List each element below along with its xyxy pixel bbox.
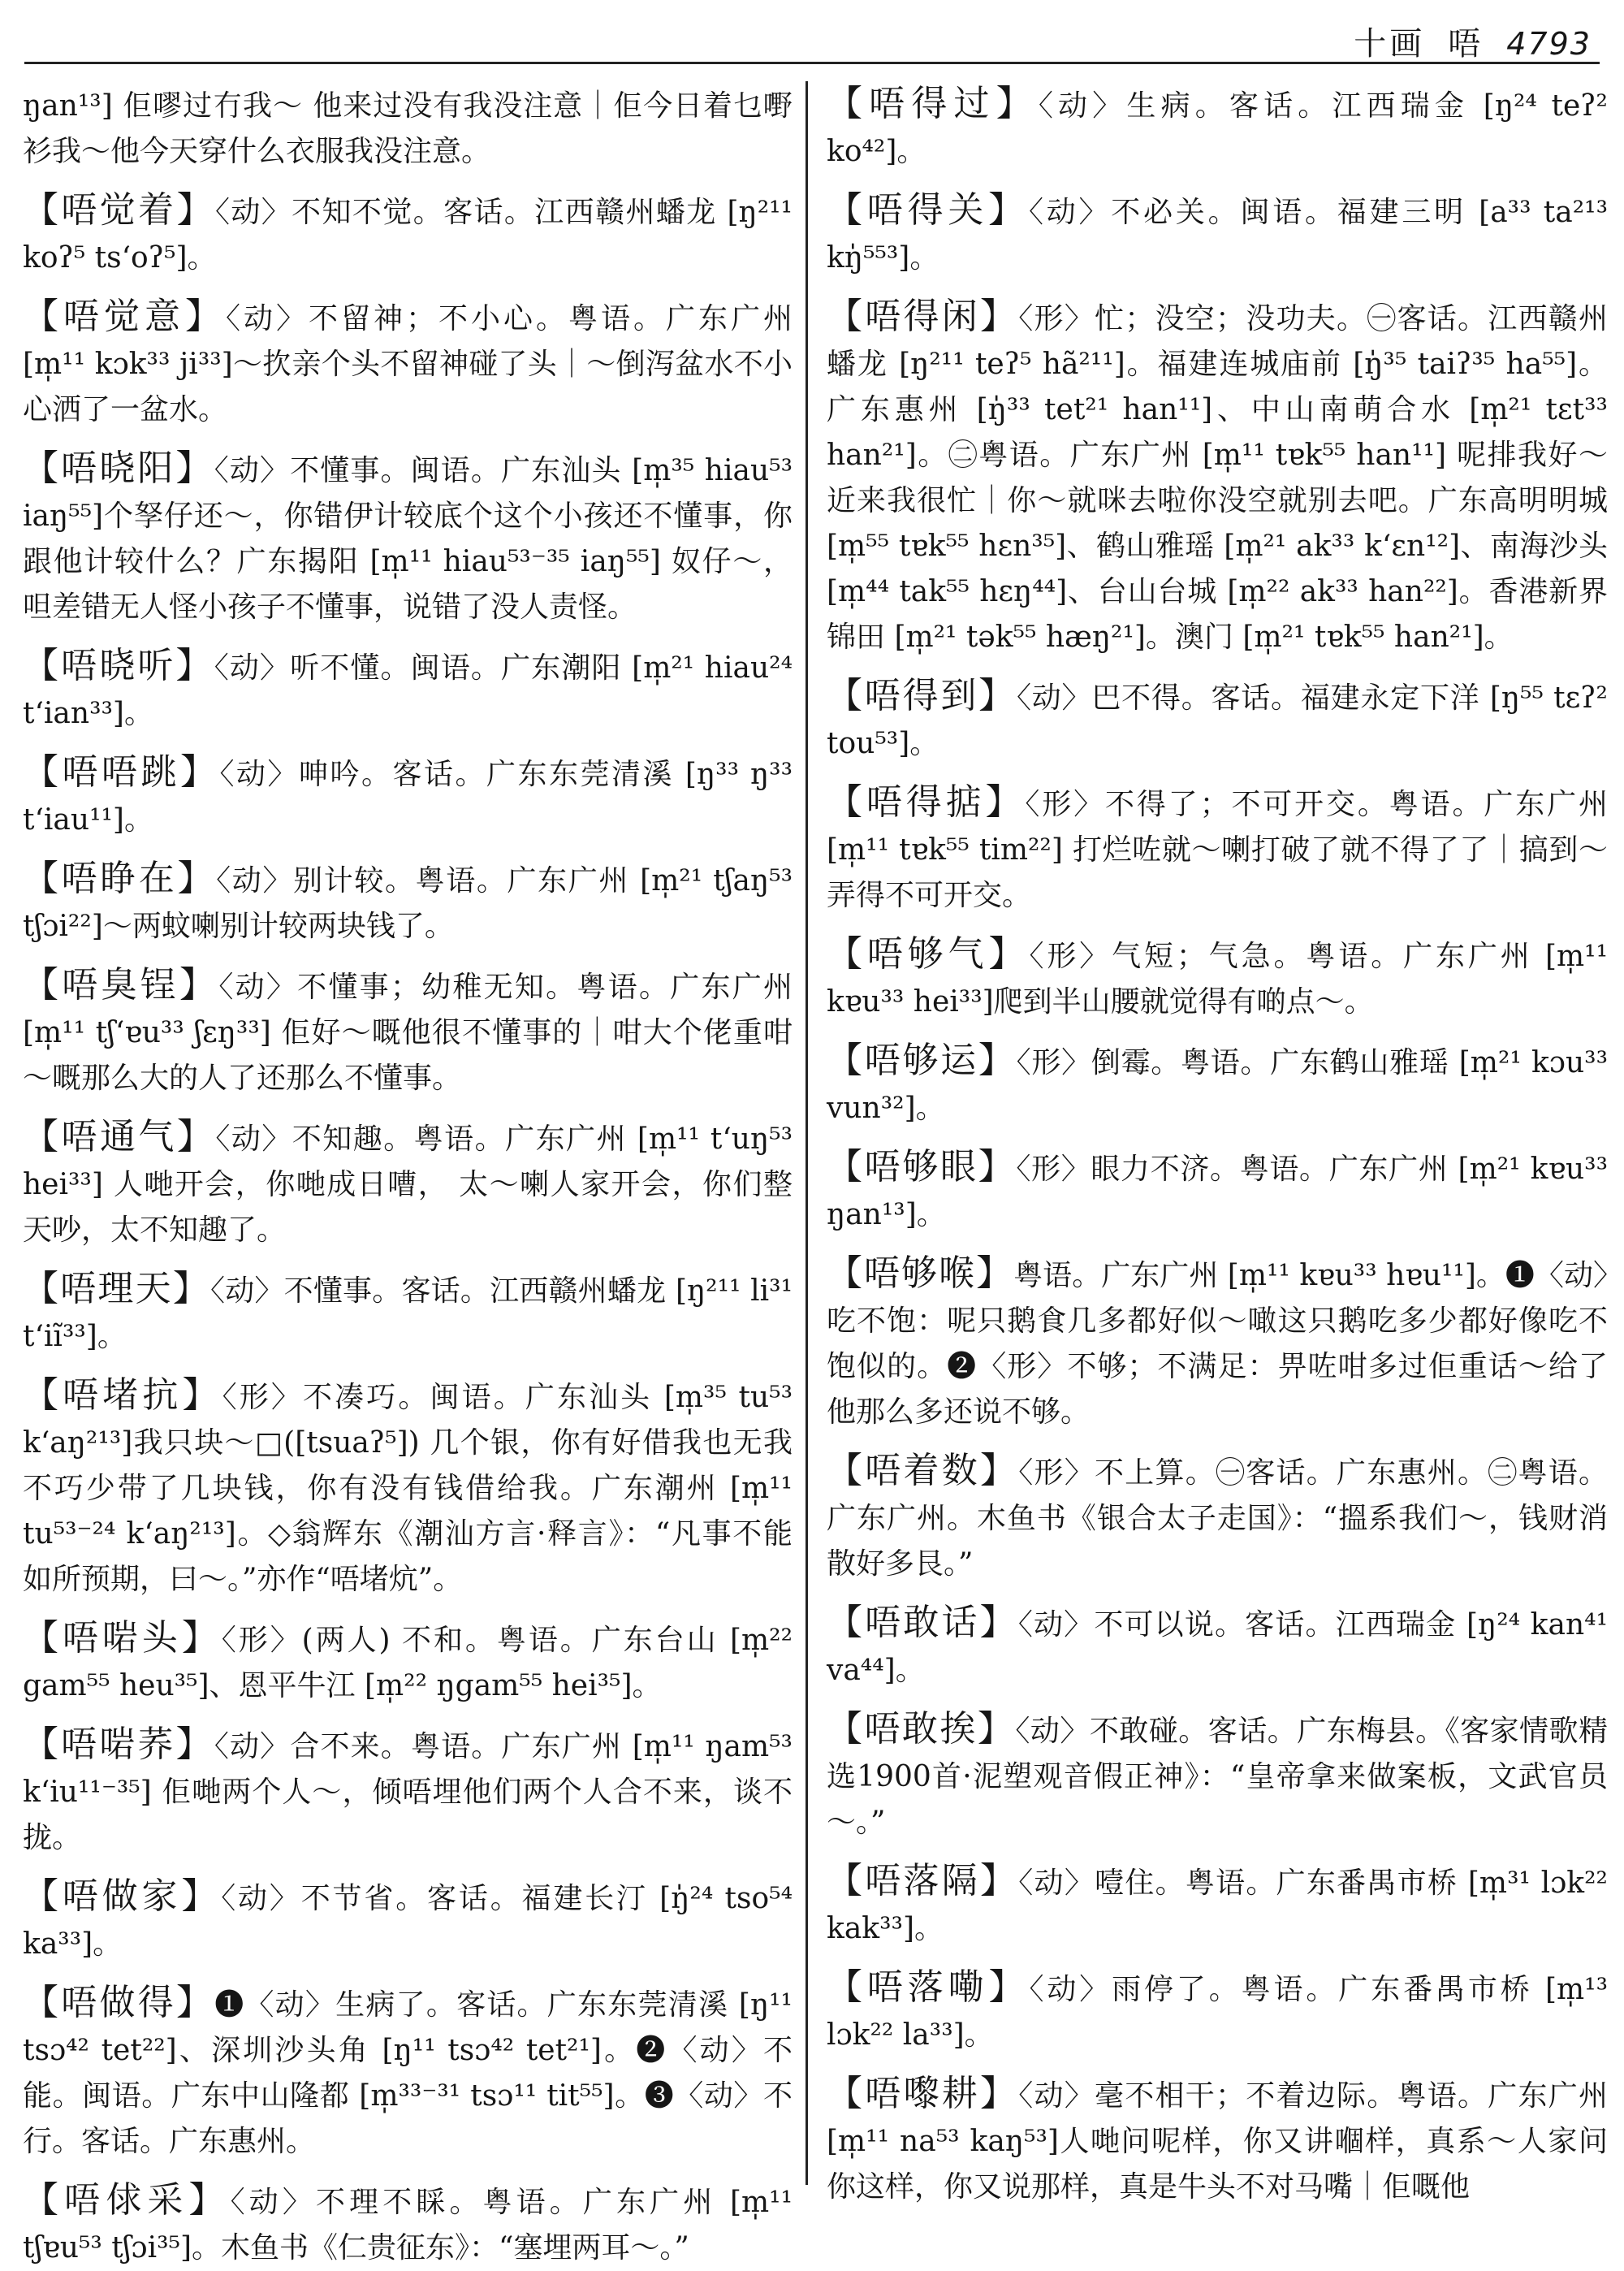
dictionary-entry	[827, 673, 1608, 767]
dictionary-entry	[23, 1114, 793, 1253]
dictionary-entry	[827, 780, 1608, 919]
entry-headword: 【唔得掂】	[827, 781, 1026, 823]
dictionary-entry	[23, 1980, 793, 2165]
entry-headword: 【唔得闲】	[827, 296, 1019, 337]
entry-headword: 【唔够运】	[827, 1040, 1017, 1081]
header-rule	[24, 62, 1600, 64]
dictionary-entry	[827, 1144, 1608, 1238]
dictionary-entry	[23, 962, 793, 1101]
dictionary-entry	[827, 81, 1608, 175]
entry-body: 〈动〉不节省。客话。福建长汀 [ŋ̍²⁴ tso⁵⁴ ka³³]。	[23, 1882, 793, 1961]
entry-body: 〈动〉噎住。粤语。广东番禺市桥 [m̩³¹ lɔk²² kak³³]。	[827, 1867, 1608, 1945]
entry-body: 〈动〉不知趣。粤语。广东广州 [m̩¹¹ tʻuŋ⁵³ hei³³] 人哋开会，你哋成日嘈， 太～喇人家开会，你们整天吵，太不知趣了。	[23, 1123, 793, 1247]
head-char: 唔	[1448, 25, 1484, 63]
entry-body: 〈形〉忙；没空；没功夫。㊀客话。江西赣州蟠龙 [ŋ²¹¹ teʔ⁵ hã²¹¹]。福建连城庙前 [ŋ̍³⁵ taiʔ³⁵ ha⁵⁵]。广东惠州 [ŋ̍³³ tet²¹ han¹¹]、中山南萌合水 [m̩²¹ tɛt³³ han²¹]。㊁粤语。广东广州 [m̩¹¹ tɐk⁵⁵ han¹¹] 呢排我好～ 近来我很忙｜你～就咪去啦你没空就别去吧。广东高明明城 [m̩⁵⁵ tɐk⁵⁵ hɛn³⁵]、鹤山雅瑶 [m̩²¹ ak³³ kʻɛn¹²]、南海沙头 [m̩⁴⁴ tak⁵⁵ hɛŋ⁴⁴]、台山台城 [m̩²² ak³³ han²²]。香港新界锦田 [m̩²¹ tək⁵⁵ hæŋ²¹]。澳门 [m̩²¹ tɐk⁵⁵ han²¹]。	[827, 302, 1608, 654]
entry-body: 〈动〉别计较。粤语。广东广州 [m̩²¹ tʃaŋ⁵³ tʃɔi²²]～两蚊喇别计较两块钱了。	[23, 864, 793, 943]
dictionary-entry	[827, 1600, 1608, 1694]
entry-body: 〈动〉不留神；不小心。粤语。广东广州 [m̩¹¹ kɔk³³ ji³³]～扻亲个头不留神碰了头｜～倒泻盆水不小心洒了一盆水。	[23, 302, 793, 426]
dictionary-entry	[23, 1616, 793, 1709]
entry-body: ❶〈动〉生病了。客话。广东东莞清溪 [ŋ¹¹ tsɔ⁴² tet²²]、深圳沙头角 [ŋ¹¹ tsɔ⁴² tet²¹]。❷〈动〉不能。闽语。广东中山隆都 [m̩³³⁻³¹ tsɔ¹¹ tit⁵⁵]。❸〈动〉不行。客话。广东惠州。	[23, 1988, 793, 2158]
left-column	[23, 81, 793, 2265]
entry-body: 〈动〉合不来。粤语。广东广州 [m̩¹¹ ŋam⁵³ kʻiu¹¹⁻³⁵] 佢哋两个人～，倾唔埋他们两个人合不来，谈不拢。	[23, 1730, 793, 1854]
entry-headword: 【唔敢话】	[827, 1602, 1018, 1643]
entry-headword: 【唔俅采】	[23, 2179, 231, 2221]
entry-headword: 【唔做家】	[23, 1875, 222, 1917]
entry-headword: 【唔做得】	[23, 1982, 215, 2023]
entry-body: 〈动〉不懂事。客话。江西赣州蟠龙 [ŋ²¹¹ li³¹ tʻiĩ³³]。	[23, 1274, 793, 1353]
entry-headword: 【唔觉着】	[23, 189, 215, 231]
dictionary-entry	[23, 1266, 793, 1360]
entry-headword: 【唔够气】	[827, 933, 1030, 975]
entry-headword: 【唔得关】	[827, 189, 1029, 231]
dictionary-entry	[827, 1858, 1608, 1952]
dictionary-entry	[827, 294, 1608, 660]
entry-body: 〈形〉不得了；不可开交。粤语。广东广州 [m̩¹¹ tɐk⁵⁵ tim²²] 打烂咗就～喇打破了就不得了了｜搞到～弄得不可开交。	[827, 788, 1608, 912]
dictionary-entry	[827, 1038, 1608, 1131]
entry-headword: 【唔晓阳】	[23, 448, 214, 489]
dictionary-entry	[827, 1965, 1608, 2058]
dictionary-entry	[23, 856, 793, 949]
entry-body: 〈形〉倒霉。粤语。广东鹤山雅瑶 [m̩²¹ kɔu³³ vun³²]。	[827, 1046, 1609, 1125]
entry-body: 〈动〉不可以说。客话。江西瑞金 [ŋ²⁴ kan⁴¹ va⁴⁴]。	[827, 1608, 1609, 1687]
running-head	[1354, 18, 1592, 64]
entry-headword: 【唔得到】	[827, 675, 1017, 716]
entry-headword: 【唔通气】	[23, 1116, 216, 1157]
dictionary-entry	[23, 188, 793, 281]
dictionary-entry	[827, 932, 1608, 1025]
entry-headword: 【唔够喉】	[827, 1252, 1014, 1294]
entry-headword: 【唔堵抗】	[23, 1374, 222, 1416]
column-divider	[806, 81, 808, 2185]
entry-body: ŋan¹³] 佢嘐过冇我～ 他来过没有我没注意｜佢今日着乜嘢衫我～他今天穿什么衣服我没注意。	[23, 89, 793, 168]
entry-body: 〈动〉不懂事；幼稚无知。粤语。广东广州 [m̩¹¹ tʃʻɐu³³ ʃɛŋ³³] 佢好～嘅他很不懂事的｜咁大个佬重咁～嘅那么大的人了还那么不懂事。	[23, 971, 793, 1095]
dictionary-entry	[23, 294, 793, 433]
entry-body: 〈动〉呻吟。客话。广东东莞清溪 [ŋ³³ ŋ³³ tʻiau¹¹]。	[23, 758, 793, 837]
entry-body: 〈动〉不必关。闽语。福建三明 [a³³ ta²¹³ kŋ̍⁵⁵³]。	[827, 196, 1609, 275]
dictionary-entry	[23, 1373, 793, 1603]
entry-headword: 【唔得过】	[827, 83, 1039, 124]
dictionary-entry	[23, 446, 793, 630]
dictionary-entry	[23, 81, 793, 175]
entry-headword: 【唔落隔】	[827, 1860, 1019, 1901]
page-header	[0, 0, 1624, 63]
entry-body: 〈动〉不知不觉。客话。江西赣州蟠龙 [ŋ²¹¹ koʔ⁵ tsʻoʔ⁵]。	[23, 196, 793, 275]
dictionary-entry	[827, 188, 1608, 281]
entry-headword: 【唔唔跳】	[23, 751, 220, 793]
entry-body: 〈动〉巴不得。客话。福建永定下洋 [ŋ⁵⁵ tɛʔ² tou⁵³]。	[827, 681, 1608, 760]
entry-headword: 【唔落嘞】	[827, 1966, 1030, 2008]
entry-body: 粤语。广东广州 [m̩¹¹ kɐu³³ hɐu¹¹]。❶〈动〉吃不饱：呢只鹅食几多都好似～噉这只鹅吃多少都好像吃不饱似的。❷〈形〉不够；不满足：畀咗咁多过佢重话～给了他那么多还说不够。	[827, 1259, 1608, 1429]
entry-headword: 【唔臭锃】	[23, 964, 219, 1006]
entry-body: 〈形〉不凑巧。闽语。广东汕头 [m̩³⁵ tu⁵³ kʻaŋ²¹³]我只块～□([tsuaʔ⁵]) 几个银，你有好借我也无我不巧少带了几块钱，你有没有钱借给我。广东潮州 [m̩¹¹ tu⁵³⁻²⁴ kʻaŋ²¹³]。◇翁辉东《潮汕方言·释言》：“凡事不能如所预期，曰～。”亦作“唔堵炕”。	[23, 1381, 793, 1596]
entry-body: 〈动〉雨停了。粤语。广东番禺市桥 [m̩¹³ lɔk²² la³³]。	[827, 1973, 1608, 2052]
entry-headword: 【唔够眼】	[827, 1146, 1017, 1187]
dictionary-entry	[23, 1874, 793, 1967]
entry-body: 〈动〉生病。客话。江西瑞金 [ŋ²⁴ teʔ² ko⁴²]。	[827, 89, 1608, 168]
entry-headword: 【唔觉意】	[23, 296, 226, 337]
entry-headword: 【唔睁在】	[23, 858, 217, 899]
entry-body: 〈动〉不敢碰。客话。广东梅县。《客家情歌精选1900首·泥塑观音假正神》：“皇帝拿来做案板，文武官员～。”	[827, 1715, 1608, 1839]
dictionary-entry	[23, 643, 793, 737]
entry-body: 〈动〉毫不相干；不着边际。粤语。广东广州 [m̩¹¹ na⁵³ kaŋ⁵³]人哋问呢样，你又讲嗰样，真系～人家问你这样，你又说那样，真是牛头不对马嘴｜佢嘅他	[827, 2079, 1608, 2204]
dictionary-entry	[827, 1706, 1608, 1845]
entry-headword: 【唔着数】	[827, 1450, 1019, 1491]
right-column	[827, 81, 1609, 2204]
entry-body: 〈形〉不上算。㊀客话。广东惠州。㊁粤语。广东广州。木鱼书《银合太子走国》：“搵系我们～，钱财消散好多艮。”	[827, 1456, 1608, 1581]
page-number: 4793	[1506, 26, 1592, 62]
entry-body: 〈形〉眼力不济。粤语。广东广州 [m̩²¹ kɐu³³ ŋan¹³]。	[827, 1153, 1609, 1231]
entry-body: 〈动〉不理不睬。粤语。广东广州 [m̩¹¹ tʃɐu⁵³ tʃɔi³⁵]。木鱼书《仁贵征东》：“塞埋两耳～。”	[23, 2186, 793, 2265]
dictionary-entry	[23, 1722, 793, 1861]
entry-headword: 【唔晓听】	[23, 645, 214, 686]
dictionary-entry	[827, 1448, 1608, 1587]
entry-body: 〈动〉不懂事。闽语。广东汕头 [m̩³⁵ hiau⁵³ iaŋ⁵⁵]个孥仔还～，你错伊计较底个这个小孩还不懂事，你跟他计较什么？广东揭阳 [m̩¹¹ hiau⁵³⁻³⁵ iaŋ⁵⁵] 奴仔～，呾差错无人怪小孩子不懂事，说错了没人责怪。	[23, 454, 793, 624]
entry-body: 〈动〉听不懂。闽语。广东潮阳 [m̩²¹ hiau²⁴ tʻian³³]。	[23, 651, 793, 730]
entry-headword: 【唔敢挨】	[827, 1708, 1016, 1750]
dictionary-entry	[23, 750, 793, 843]
entry-headword: 【唔啱头】	[23, 1617, 222, 1659]
entry-body: 〈形〉气短；气急。粤语。广东广州 [m̩¹¹ kɐu³³ hei³³]爬到半山腰就觉得有啲点～。	[827, 940, 1608, 1019]
dictionary-entry	[827, 2071, 1608, 2210]
section-label: 十画	[1354, 25, 1426, 63]
entry-headword: 【唔理天】	[23, 1268, 211, 1309]
dictionary-entry	[23, 2178, 793, 2271]
entry-body: 〈形〉(两人) 不和。粤语。广东台山 [m̩²² gam⁵⁵ heu³⁵]、恩平牛江 [m̩²² ŋgam⁵⁵ hei³⁵]。	[23, 1624, 793, 1702]
entry-headword: 【唔啱荞】	[23, 1724, 214, 1765]
dictionary-entry	[827, 1251, 1608, 1435]
entry-headword: 【唔嚟耕】	[827, 2073, 1019, 2114]
